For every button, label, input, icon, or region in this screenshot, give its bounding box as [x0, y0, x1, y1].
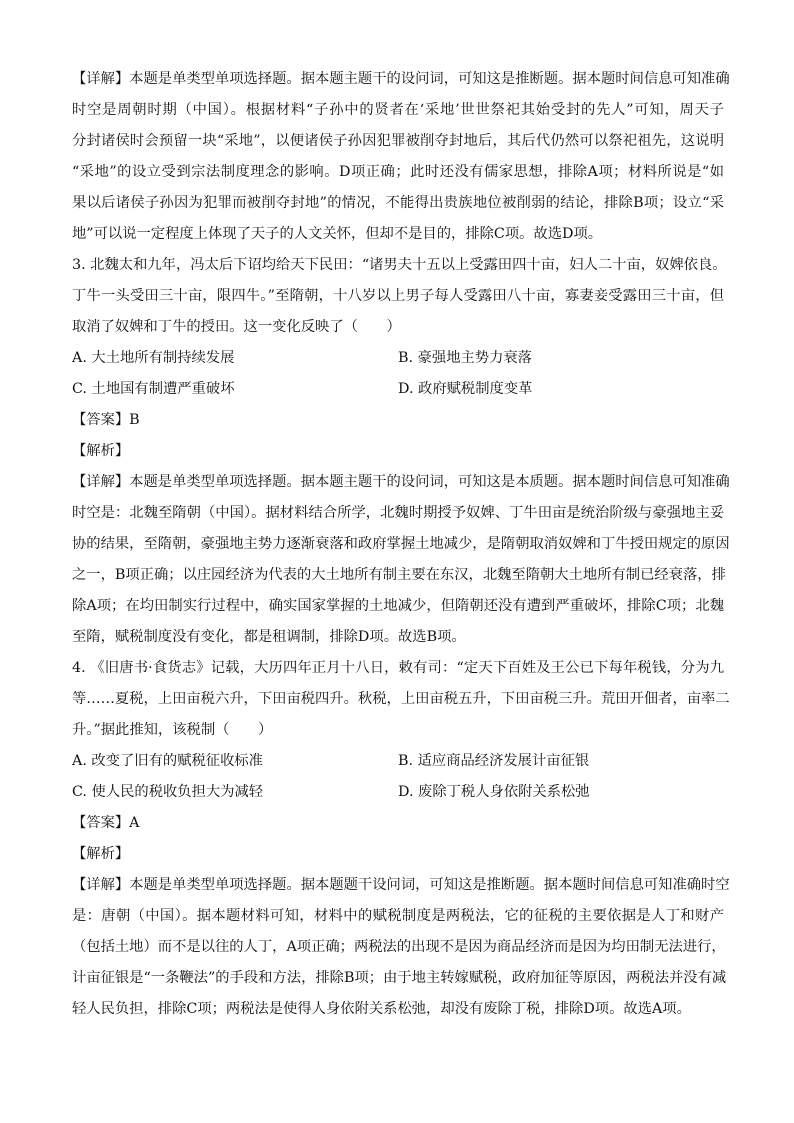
q2-detail-line: “采地”的设立受到宗法制度理念的影响。D项正确；此时还没有儒家思想，排除A项；材料所说是“如: [72, 164, 724, 180]
q2-detail-line: 时空是周朝时期（中国）。根据材料“子孙中的贤者在‘采地’世世祭祀其始受封的先人”可知，周天子: [72, 102, 724, 118]
q4-options-row: [72, 777, 724, 808]
document-page: [72, 64, 730, 1025]
q2-detail-line: 地”可以说一定程度上体现了天子的人文关怀，但却不是目的，排除C项。故选D项。: [72, 226, 603, 242]
q3-detail-line: 之一，B项正确；以庄园经济为代表的大土地所有制主要在东汉，北魏至隋朝大土地所有制已经衰落，排: [72, 567, 726, 583]
q2-detail-line: 分封诸侯时会预留一块“采地”，以便诸侯子孙因犯罪被削夺封地后，其后代仍然可以祭祀祖先，这说明: [72, 133, 724, 149]
q3-detail-line: 【详解】本题是单类型单项选择题。据本题主题干的设问词，可知这是本质题。据本题时间信息可知准确: [72, 474, 730, 490]
q3-option-d: D. 政府赋税制度变革: [398, 381, 533, 397]
q3-option-b: B. 豪强地主势力衰落: [398, 350, 532, 366]
q2-detail-line: 【详解】本题是单类型单项选择题。据本题主题干的设问词，可知这是推断题。据本题时间信息可知准确: [72, 71, 730, 87]
question-3: [72, 250, 730, 653]
q4-stem-line: 升。”据此推知，该税制（ ）: [72, 722, 273, 738]
q4-detail-line: 计亩征银是“一条鞭法”的手段和方法，排除B项；由于地主转嫁赋税，政府加征等原因，两税法并没有减: [72, 970, 727, 986]
q4-analysis-label: 【解析】: [72, 846, 130, 862]
q4-option-a: A. 改变了旧有的赋税征收标准: [72, 753, 263, 769]
q3-detail-line: 至隋，赋税制度没有变化，都是租调制，排除D项。故选B项。: [72, 629, 466, 645]
question-4: [72, 653, 730, 1025]
q3-stem-line: 3. 北魏太和九年，冯太后下诏均给天下民田：“诸男夫十五以上受露田四十亩，妇人二十亩，奴婢依良。: [72, 257, 727, 273]
q3-stem-line: 取消了奴婢和丁牛的授田。这一变化反映了（ ）: [72, 319, 401, 335]
q4-stem-line: 4. 《旧唐书·食货志》记载，大历四年正月十八日，敕有司：“定天下百姓及王公已下每年税钱，分为九: [72, 660, 724, 676]
q3-option-c: C. 土地国有制遭严重破坏: [72, 381, 235, 397]
q4-option-c: C. 使人民的税收负担大为减轻: [72, 784, 264, 800]
q4-option-b: B. 适应商品经济发展计亩征银: [398, 753, 590, 769]
q4-detail-line: 是：唐朝（中国）。据本题材料可知，材料中的赋税制度是两税法，它的征税的主要依据是人丁和财产: [72, 908, 724, 924]
q3-stem-line: 丁牛一头受田三十亩，限四牛。”至隋朝，十八岁以上男子每人受露田八十亩，寡妻妾受露田三十亩，但: [72, 288, 724, 304]
q3-answer: 【答案】B: [72, 412, 140, 428]
q4-options-row: [72, 746, 724, 777]
q4-stem-line: 等……夏税，上田亩税六升，下田亩税四升。秋税，上田亩税五升，下田亩税三升。荒田开佃者，亩率二: [72, 691, 730, 707]
q4-detail-line: 【详解】本题是单类型单项选择题。据本题题干设问词，可知这是推断题。据本题时间信息可知准确时空: [72, 877, 730, 893]
q3-detail-line: 时空是：北魏至隋朝（中国）。据材料结合所学，北魏时期授予奴婢、丁牛田亩是统治阶级与豪强地主妥: [72, 505, 724, 521]
q3-options-row: [72, 374, 724, 405]
q4-option-d: D. 废除丁税人身依附关系松弛: [398, 784, 590, 800]
q3-detail-line: 协的结果，至隋朝，豪强地主势力逐渐衰落和政府掌握土地减少，是隋朝取消奴婢和丁牛授田规定的原因: [72, 536, 730, 552]
q3-analysis-label: 【解析】: [72, 443, 130, 459]
q4-answer: 【答案】A: [72, 815, 140, 831]
q3-option-a: A. 大土地所有制持续发展: [72, 350, 235, 366]
q4-detail-line: （包括土地）而不是以往的人丁，A项正确；两税法的出现不是因为商品经济而是因为均田制无法进行，: [72, 939, 726, 955]
q2-detail: [72, 64, 730, 250]
q3-options-row: [72, 343, 724, 374]
q4-detail-line: 轻人民负担，排除C项；两税法是使得人身依附关系松弛，却没有废除丁税，排除D项。故选A项。: [72, 1001, 691, 1017]
q2-detail-line: 果以后诸侯子孙因为犯罪而被削夺封地”的情况，不能得出贵族地位被削弱的结论，排除B项；设立“采: [72, 195, 724, 211]
q3-detail-line: 除A项；在均田制实行过程中，确实国家掌握的土地减少，但隋朝还没有遭到严重破坏，排除C项；北魏: [72, 598, 724, 614]
